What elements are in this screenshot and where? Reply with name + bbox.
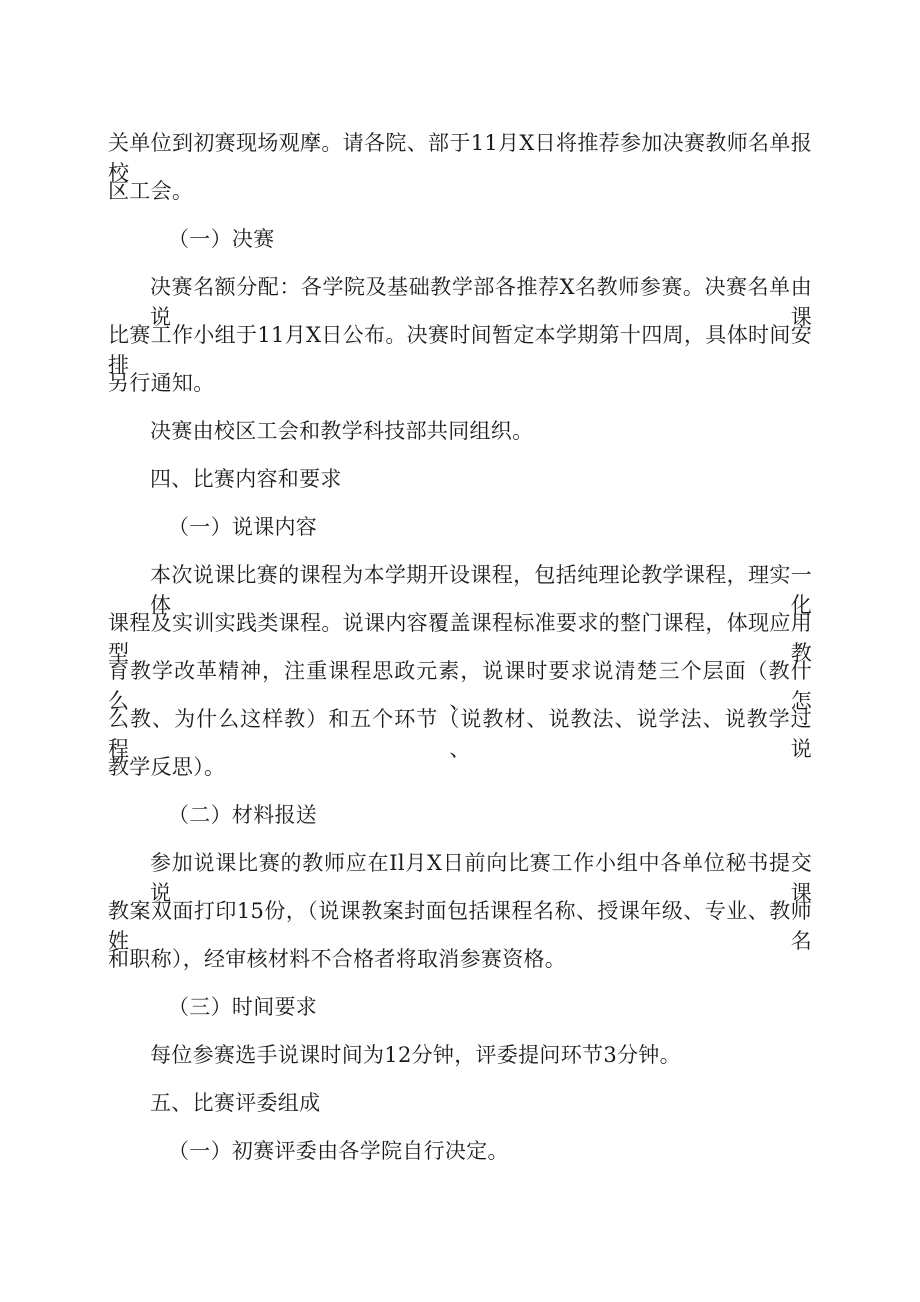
paragraph-line: 参加说课比赛的教师应在Il月X日前向比赛工作小组中各单位秘书提交说课 bbox=[150, 851, 812, 905]
paragraph-line: 教学反思）。 bbox=[108, 755, 226, 779]
section-heading: （三）时间要求 bbox=[168, 995, 318, 1019]
paragraph-line: 本次说课比赛的课程为本学期开设课程，包括纯理论教学课程，理实一体化 bbox=[150, 563, 812, 617]
paragraph-line: 比赛工作小组于11月X日公布。决赛时间暂定本学期第十四周，具体时间安排 bbox=[108, 323, 812, 377]
paragraph-line: 育教学改革精神，注重课程思政元素，说课时要求说清楚三个层面（教什么、怎 bbox=[108, 659, 812, 713]
section-heading: （一）决赛 bbox=[168, 227, 275, 251]
section-heading: （一）说课内容 bbox=[168, 515, 318, 539]
paragraph-line: 每位参赛选手说课时间为12分钟，评委提问环节3分钟。 bbox=[150, 1043, 681, 1067]
paragraph-line: 教案双面打印15份，（说课教案封面包括课程名称、授课年级、专业、教师姓名 bbox=[108, 899, 812, 953]
paragraph-line: （一）初赛评委由各学院自行决定。 bbox=[168, 1139, 509, 1163]
paragraph-line: 决赛由校区工会和教学科技部共同组织。 bbox=[150, 419, 534, 443]
paragraph-line: 关单位到初赛现场观摩。请各院、部于11月X日将推荐参加决赛教师名单报校 bbox=[108, 131, 812, 185]
paragraph-line: 课程及实训实践类课程。说课内容覆盖课程标准要求的整门课程，体现应用型教 bbox=[108, 611, 812, 665]
paragraph-line: 和职称），经审核材料不合格者将取消参赛资格。 bbox=[108, 947, 567, 971]
section-heading: （二）材料报送 bbox=[168, 803, 318, 827]
section-heading: 四、比赛内容和要求 bbox=[150, 467, 342, 491]
paragraph-line: 么教、为什么这样教）和五个环节（说教材、说教法、说学法、说教学过程、说 bbox=[108, 707, 812, 761]
paragraph-line: 另行通知。 bbox=[108, 371, 215, 395]
section-heading: 五、比赛评委组成 bbox=[150, 1091, 321, 1115]
paragraph-line: 区工会。 bbox=[108, 179, 194, 203]
paragraph-line: 决赛名额分配：各学院及基础教学部各推荐X名教师参赛。决赛名单由说课 bbox=[150, 275, 812, 329]
